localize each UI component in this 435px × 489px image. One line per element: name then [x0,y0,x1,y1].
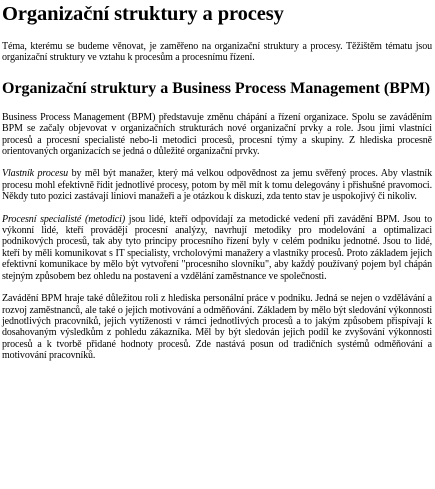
paragraph-hr-role: Zavádění BPM hraje také důležitou roli z hlediska personální práce v podniku. Jedná se nejen o vzdělávání a rozvoj zaměstnanců, ale také o jejich motivování a odměňování. Základem by mělo být sledování výkonnosti jednotlivých pracovníků, jejich vytíženosti v rámci jednotlivých procesů a to jakým způsobem přispívají k dosahovaným výsledkům z pohledu zákazníka. Měl by být sledován jejich podíl ke zvyšování výkonnosti procesů a k tvorbě přidané hodnoty procesů. Zde nastává posun od tradičních systémů odměňování a motivování pracovníků. [2,293,432,362]
document-title: Organizační struktury a procesy [2,3,284,25]
paragraph-process-owner-text: by měl být manažer, který má velkou odpovědnost za jemu svěřený proces. Aby vlastník procesu mohl efektivně řídit jednotlivé procesy, potom by měl mít k tomu delegovány i přishušné pravomoci. Někdy tuto pozici zastávají liniovi manažeři a je otázkou k diskuzi, zda tento stav je uspokojivý či nikoliv. [2,168,433,203]
document-page [2,2,432,362]
paragraph-process-owner [2,168,432,202]
paragraph-process-specialists [2,214,432,282]
term-process-owner: Vlastník procesu [2,168,69,180]
section-heading: Organizační struktury a Business Process Management (BPM) [2,79,431,97]
paragraph-process-specialists-text: jsou lidé, kteří odpovídají za metodické vedení při zavádění BPM. Jsou to výkonní lidé, kteří provádějí procesní analýzy, navrhují metodiky pro modelování a optimalizaci podnikových procesů, tak aby tyto principy procesního řízení byly v celém podniku jednotné. Jsou to lidé, kteří by měli komunikovat s IT specialisty, vrcholovými manažery a vlastníky procesů. Proto základem jejich efektivní komunikace by mělo být vytvoření "procesního slovníku", aby každý používaný pojem byl chápán stejným způsobem bez ohledu na postavení a vzdělání zaměstnance ve společnosti. [2,213,432,282]
intro-paragraph: Téma, kterému se budeme věnovat, je zaměřeno na organizační struktury a procesy. Těžištěm tématu jsou organizační struktury ve vztahu k procesům a procesnímu řízení. [2,41,432,64]
paragraph-bpm-overview: Business Process Management (BPM) představuje změnu chápání a řízení organizace. Spolu se zaváděním BPM se začaly objevovat v organizačních strukturách nové organizační prvky a role. Jsou jimi vlastníci procesů a procesní specialisté nebo-li metodici procesů, procesní týmy a skupiny. Z hlediska procesně orientovaných organizacích se jedná o důležité organizační prvky. [2,111,432,158]
term-process-specialists: Procesní specialisté (metodici) [2,213,126,225]
